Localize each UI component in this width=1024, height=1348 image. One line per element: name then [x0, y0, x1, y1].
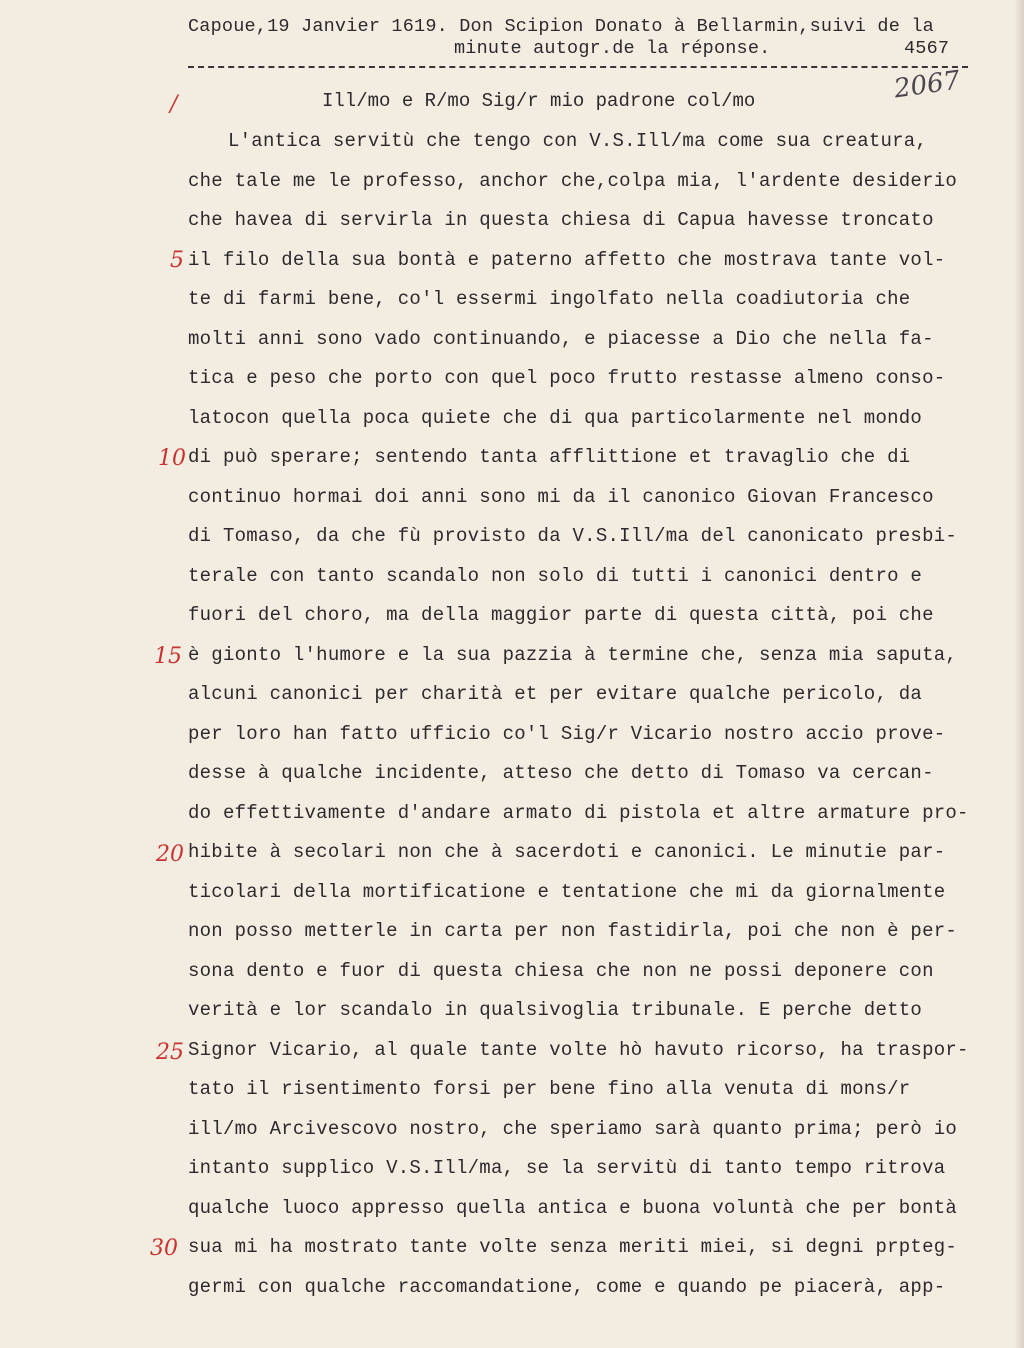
text-line: di Tomaso, da che fù provisto da V.S.Ill/ma del canonicato presbi- [188, 525, 958, 547]
text-line: germi con qualche raccomandatione, come e quando pe piacerà, app- [188, 1275, 946, 1298]
margin-line-number-5: 5 [170, 248, 184, 273]
text-line: molti anni sono vado continuando, e piacesse a Dio che nella fa- [188, 327, 934, 350]
text-line: è gionto l'humore e la sua pazzia à termine che, senza mia saputa, [188, 643, 958, 666]
text-line: sona dento e fuor di questa chiesa che non ne possi deponere con [188, 959, 934, 982]
document-header [188, 16, 1000, 59]
text-line: ill/mo Arcivescovo nostro, che speriamo sarà quanto prima; però io [188, 1117, 958, 1140]
text-line: il filo della sua bontà e paterno affetto che mostrava tante vol- [188, 248, 946, 271]
text-line: tato il risentimento forsi per bene fino alla venuta di mons/r [188, 1078, 911, 1100]
archive-number: 4567 [904, 38, 950, 59]
text-line: Signor Vicario, al quale tante volte hò havuto ricorso, ha traspor- [188, 1038, 969, 1061]
text-line: sua mi ha mostrato tante volte senza meriti miei, si degni prpteg- [188, 1236, 958, 1258]
text-line: continuo hormai doi anni sono mi da il canonico Giovan Francesco [188, 485, 934, 508]
margin-line-number-30: 30 [150, 1236, 178, 1261]
handwritten-folio-number: 2067 [892, 65, 962, 105]
text-line: non posso metterle in carta per non fastidirla, poi che non è per- [188, 920, 958, 942]
paper-edge [1014, 0, 1024, 1348]
margin-line-number-10: 10 [158, 446, 186, 471]
text-line: desse à qualche incidente, atteso che detto di Tomaso va cercan- [188, 762, 934, 784]
margin-mark-start: / [170, 92, 178, 117]
text-line: che havea di servirla in questa chiesa di Capua havesse troncato [188, 209, 934, 231]
margin-line-number-20: 20 [156, 842, 184, 867]
text-line: te di farmi bene, co'l essermi ingolfato nella coadiutoria che [188, 288, 911, 310]
text-line: tica e peso che porto con quel poco frutto restasse almeno conso- [188, 367, 946, 389]
text-line: di può sperare; sentendo tanta afflittione et travaglio che di [188, 446, 911, 468]
letter-body [188, 122, 1008, 1307]
text-line: intanto supplico V.S.Ill/ma, se la servitù di tanto tempo ritrova [188, 1157, 946, 1179]
margin-line-number-15: 15 [154, 644, 182, 669]
text-line: ticolari della mortificatione e tentatione che mi da giornalmente [188, 880, 946, 903]
text-line: alcuni canonici per charità et per evitare qualche pericolo, da [188, 683, 923, 705]
text-line: per loro han fatto ufficio co'l Sig/r Vicario nostro accio prove- [188, 722, 946, 745]
text-line: che tale me le professo, anchor che,colpa mia, l'ardente desiderio [188, 169, 958, 192]
text-line: latocon quella poca quiete che di qua particolarmente nel mondo [188, 406, 923, 429]
text-line: L'antica servitù che tengo con V.S.Ill/ma come sua creatura, [228, 130, 928, 152]
text-line: hibite à secolari non che à sacerdoti e canonici. Le minutie par- [188, 841, 946, 863]
text-line: terale con tanto scandalo non solo di tutti i canonici dentro e [188, 564, 923, 587]
text-line: verità e lor scandalo in qualsivoglia tribunale. E perche detto [188, 999, 923, 1021]
salutation: Ill/mo e R/mo Sig/r mio padrone col/mo [322, 90, 756, 112]
text-line: do effettivamente d'andare armato di pistola et altre armature pro- [188, 801, 969, 824]
text-line: qualche luoco appresso quella antica e buona voluntà che per bontà [188, 1196, 958, 1219]
margin-line-number-25: 25 [156, 1040, 184, 1065]
header-subtitle-line: minute autogr.de la réponse. [454, 38, 771, 59]
header-title-line: Capoue,19 Janvier 1619. Don Scipion Donato à Bellarmin,suivi de la [188, 16, 934, 37]
dashed-divider [188, 66, 968, 68]
text-line: fuori del choro, ma della maggior parte di questa città, poi che [188, 604, 934, 626]
